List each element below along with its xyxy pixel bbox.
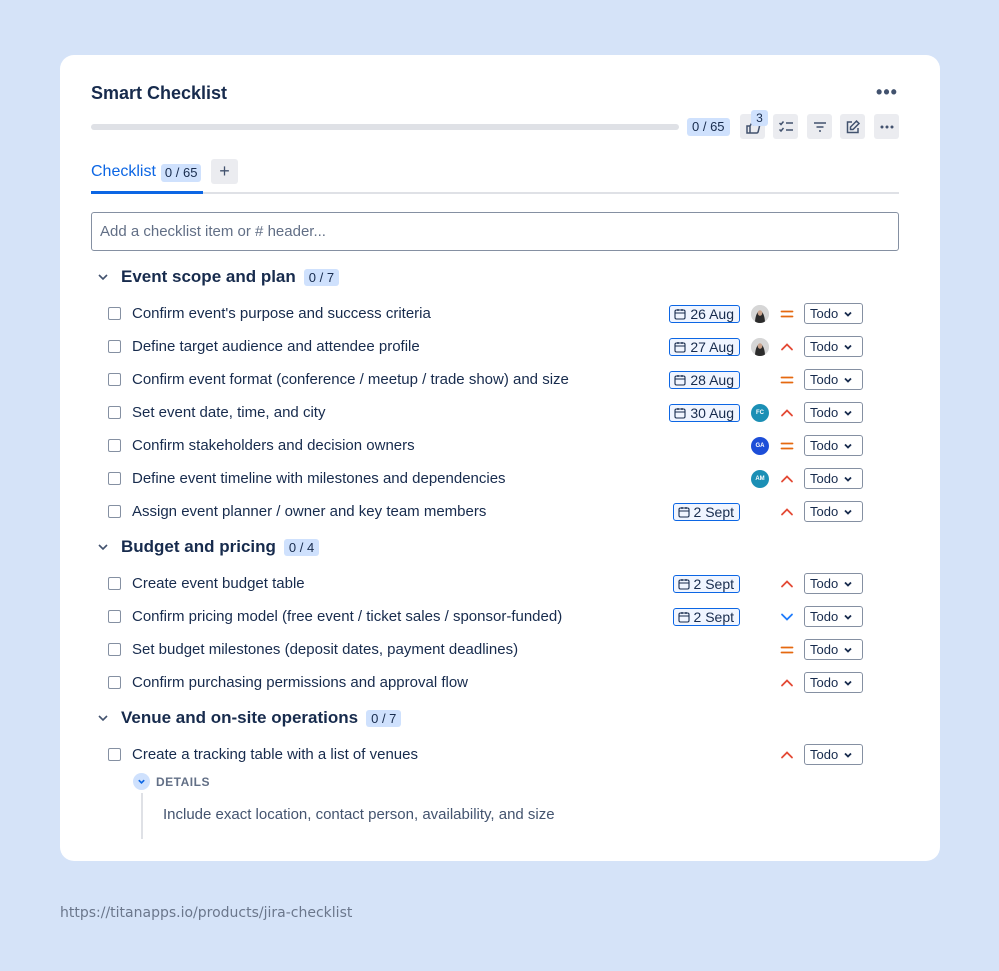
priority-medium-icon[interactable]	[779, 642, 795, 658]
details-text: Include exact location, contact person, availability, and size	[163, 806, 555, 823]
checklist-item	[108, 605, 863, 629]
edit-icon	[845, 119, 861, 135]
checklist-item	[108, 401, 863, 425]
due-date-badge[interactable]	[673, 575, 740, 593]
chevron-down-icon	[843, 507, 853, 517]
status-dropdown[interactable]	[804, 573, 863, 594]
calendar-icon	[678, 611, 690, 623]
due-date-text: 2 Sept	[693, 609, 734, 625]
status-label: Todo	[810, 372, 839, 387]
plus-icon: +	[219, 161, 230, 181]
chevron-down-icon	[843, 678, 853, 688]
checklist-item	[108, 434, 863, 458]
widget-title: Smart Checklist	[91, 83, 228, 103]
status-label: Todo	[810, 339, 839, 354]
priority-medium-icon[interactable]	[779, 372, 795, 388]
checklist-item	[108, 671, 863, 695]
item-checkbox[interactable]	[108, 577, 121, 590]
chevron-down-icon[interactable]	[96, 540, 110, 554]
section-header	[96, 265, 339, 289]
priority-medium-icon[interactable]	[779, 306, 795, 322]
priority-high-icon[interactable]	[779, 747, 795, 763]
status-label: Todo	[810, 438, 839, 453]
add-tab-button[interactable]	[211, 159, 238, 184]
likes-count-badge: 3	[751, 110, 768, 126]
item-text[interactable]: Confirm event format (conference / meetup / trade show) and size	[132, 371, 569, 388]
calendar-icon	[674, 341, 686, 353]
assignee-avatar[interactable]	[751, 437, 769, 455]
tab-checklist[interactable]	[91, 159, 203, 194]
avatar-initials: AM	[755, 476, 765, 482]
item-checkbox[interactable]	[108, 505, 121, 518]
calendar-icon	[674, 374, 686, 386]
edit-button[interactable]	[840, 114, 865, 139]
due-date-badge[interactable]	[673, 608, 740, 626]
item-checkbox[interactable]	[108, 406, 121, 419]
add-item-input[interactable]	[91, 212, 899, 251]
due-date-badge[interactable]	[669, 404, 740, 422]
due-date-text: 2 Sept	[693, 504, 734, 520]
checklist-item	[108, 572, 863, 596]
checklist-item	[108, 368, 863, 392]
progress-bar	[91, 124, 679, 130]
filter-icon	[812, 119, 828, 135]
status-dropdown[interactable]	[804, 639, 863, 660]
section-header	[96, 706, 401, 730]
footer-url: https://titanapps.io/products/jira-checklist	[60, 905, 353, 921]
item-text[interactable]: Define target audience and attendee profile	[132, 338, 420, 355]
status-label: Todo	[810, 576, 839, 591]
status-label: Todo	[810, 504, 839, 519]
due-date-text: 27 Aug	[690, 339, 734, 355]
status-dropdown[interactable]	[804, 606, 863, 627]
chevron-down-icon	[843, 750, 853, 760]
tab-bar	[91, 159, 899, 194]
chevron-down-icon	[137, 777, 146, 786]
status-label: Todo	[810, 471, 839, 486]
chevron-down-icon	[843, 612, 853, 622]
details-divider	[141, 793, 143, 839]
priority-high-icon[interactable]	[779, 675, 795, 691]
avatar-initials: FC	[756, 410, 764, 416]
due-date-text: 30 Aug	[690, 405, 734, 421]
chevron-down-icon	[843, 375, 853, 385]
person-avatar-icon	[751, 338, 769, 356]
status-label: Todo	[810, 405, 839, 420]
due-date-text: 2 Sept	[693, 576, 734, 592]
item-checkbox[interactable]	[108, 340, 121, 353]
item-text[interactable]: Define event timeline with milestones and dependencies	[132, 470, 506, 487]
section-title: Event scope and plan	[121, 267, 296, 286]
progress-count: 0 / 65	[687, 118, 730, 136]
checklist-item	[108, 743, 863, 767]
checklist-item	[108, 467, 863, 491]
item-checkbox[interactable]	[108, 610, 121, 623]
chevron-down-icon	[843, 309, 853, 319]
due-date-text: 28 Aug	[690, 372, 734, 388]
status-dropdown[interactable]	[804, 672, 863, 693]
priority-high-icon[interactable]	[779, 339, 795, 355]
tab-count: 0 / 65	[161, 164, 202, 182]
chevron-down-icon	[843, 645, 853, 655]
item-checkbox[interactable]	[108, 676, 121, 689]
item-checkbox[interactable]	[108, 307, 121, 320]
section-title: Venue and on-site operations	[121, 708, 359, 727]
calendar-icon	[678, 506, 690, 518]
avatar-initials: GA	[755, 443, 765, 449]
item-text[interactable]: Confirm event's purpose and success criteria	[132, 305, 431, 322]
status-dropdown[interactable]	[804, 501, 863, 522]
priority-high-icon[interactable]	[779, 504, 795, 520]
priority-high-icon[interactable]	[779, 471, 795, 487]
priority-medium-icon[interactable]	[779, 438, 795, 454]
checklist-item	[108, 335, 863, 359]
person-avatar-icon	[751, 305, 769, 323]
item-checkbox[interactable]	[108, 472, 121, 485]
item-text[interactable]: Confirm purchasing permissions and approval flow	[132, 674, 468, 691]
ellipsis-icon[interactable]: •••	[876, 81, 898, 102]
chevron-down-icon	[843, 408, 853, 418]
priority-high-icon[interactable]	[779, 405, 795, 421]
status-dropdown[interactable]	[804, 744, 863, 765]
section-count: 0 / 7	[366, 710, 401, 727]
item-text[interactable]: Set event date, time, and city	[132, 404, 326, 421]
status-dropdown[interactable]	[804, 303, 863, 324]
priority-high-icon[interactable]	[779, 576, 795, 592]
status-label: Todo	[810, 609, 839, 624]
item-text[interactable]: Create a tracking table with a list of venues	[132, 746, 418, 763]
checklist-item	[108, 302, 863, 326]
ellipsis-icon	[879, 119, 895, 135]
details-toggle[interactable]	[133, 773, 150, 790]
section-count: 0 / 7	[304, 269, 339, 286]
more-button[interactable]	[874, 114, 899, 139]
chevron-down-icon	[843, 474, 853, 484]
item-text[interactable]: Confirm pricing model (free event / ticket sales / sponsor-funded)	[132, 608, 563, 625]
item-checkbox[interactable]	[108, 439, 121, 452]
calendar-icon	[678, 578, 690, 590]
status-dropdown[interactable]	[804, 468, 863, 489]
chevron-down-icon	[843, 441, 853, 451]
section-title: Budget and pricing	[121, 537, 276, 556]
status-dropdown[interactable]	[804, 369, 863, 390]
chevron-down-icon	[843, 579, 853, 589]
status-label: Todo	[810, 642, 839, 657]
status-dropdown[interactable]	[804, 336, 863, 357]
section-count: 0 / 4	[284, 539, 319, 556]
item-checkbox[interactable]	[108, 373, 121, 386]
assignee-avatar[interactable]	[751, 470, 769, 488]
due-date-badge[interactable]	[673, 503, 740, 521]
item-text[interactable]: Confirm stakeholders and decision owners	[132, 437, 415, 454]
assignee-avatar[interactable]	[751, 338, 769, 356]
chevron-down-icon[interactable]	[96, 711, 110, 725]
checklist-item	[108, 500, 863, 524]
item-text[interactable]: Create event budget table	[132, 575, 305, 592]
status-dropdown[interactable]	[804, 435, 863, 456]
checklist-icon	[778, 119, 794, 135]
section-header	[96, 535, 319, 559]
status-dropdown[interactable]	[804, 402, 863, 423]
item-checkbox[interactable]	[108, 643, 121, 656]
due-date-badge[interactable]	[669, 371, 740, 389]
item-checkbox[interactable]	[108, 748, 121, 761]
calendar-icon	[674, 407, 686, 419]
calendar-icon	[674, 308, 686, 320]
likes-button[interactable]	[740, 111, 765, 139]
chevron-down-icon[interactable]	[96, 270, 110, 284]
priority-low-icon[interactable]	[779, 609, 795, 625]
status-label: Todo	[810, 747, 839, 762]
chevron-down-icon	[843, 342, 853, 352]
assignee-avatar[interactable]	[751, 404, 769, 422]
status-label: Todo	[810, 675, 839, 690]
filter-button[interactable]	[807, 114, 832, 139]
due-date-badge[interactable]	[669, 305, 740, 323]
checklist-item	[108, 638, 863, 662]
due-date-text: 26 Aug	[690, 306, 734, 322]
toggle-completed-button[interactable]	[773, 114, 798, 139]
assignee-avatar[interactable]	[751, 305, 769, 323]
item-text[interactable]: Set budget milestones (deposit dates, payment deadlines)	[132, 641, 519, 658]
details-label: DETAILS	[156, 775, 210, 789]
tab-label: Checklist	[91, 163, 156, 180]
due-date-badge[interactable]	[669, 338, 740, 356]
smart-checklist-card	[60, 55, 940, 861]
status-label: Todo	[810, 306, 839, 321]
item-text[interactable]: Assign event planner / owner and key team members	[132, 503, 487, 520]
